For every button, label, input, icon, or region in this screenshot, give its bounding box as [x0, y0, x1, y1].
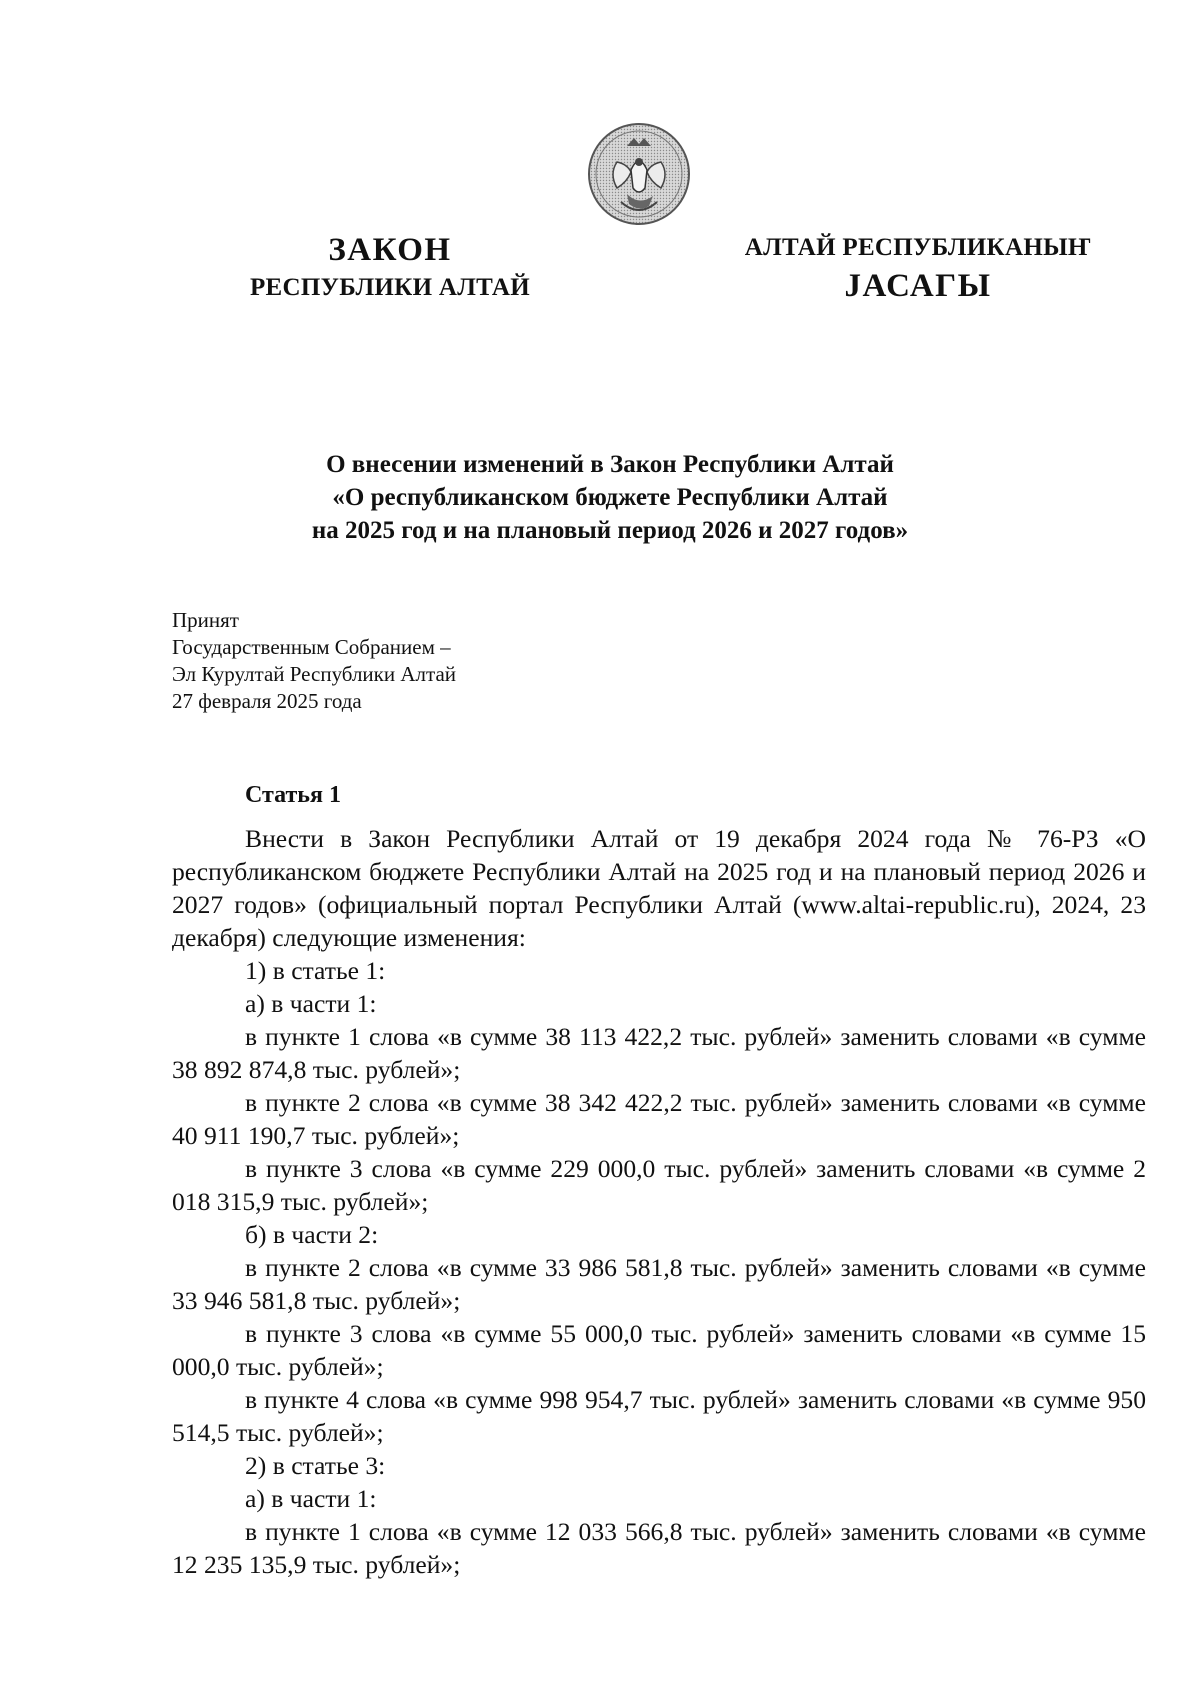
law-header-altai-republic: АЛТАЙ РЕСПУБЛИКАНЫҤ [744, 234, 1092, 261]
title-line: О внесении изменений в Закон Республики Алтай [326, 451, 894, 478]
body-paragraph: в пункте 3 слова «в сумме 229 000,0 тыс. рублей» заменить словами «в сумме 2 018 315,9 тыс. рублей»; [172, 1154, 1146, 1216]
article-body [172, 822, 1146, 1581]
body-paragraph: в пункте 2 слова «в сумме 33 986 581,8 тыс. рублей» заменить словами «в сумме 33 946 581,8 тыс. рублей»; [172, 1253, 1146, 1315]
adoption-line: Принят [172, 608, 239, 632]
body-paragraph: а) в части 1: [245, 1484, 377, 1513]
title-line: на 2025 год и на плановый период 2026 и 2027 годов» [311, 517, 909, 544]
adoption-line: Эл Курултай Республики Алтай [172, 662, 457, 686]
body-paragraph: 1) в статье 1: [245, 956, 386, 985]
body-paragraph: в пункте 3 слова «в сумме 55 000,0 тыс. рублей» заменить словами «в сумме 15 000,0 тыс. рублей»; [172, 1319, 1146, 1381]
coat-of-arms-emblem [587, 122, 691, 226]
law-header-altai-title: JАСАГЫ [844, 268, 992, 304]
law-header-russian [210, 230, 570, 306]
body-paragraph: в пункте 2 слова «в сумме 38 342 422,2 тыс. рублей» заменить словами «в сумме 40 911 190,7 тыс. рублей»; [172, 1088, 1146, 1150]
adoption-date: 27 февраля 2025 года [172, 689, 362, 713]
law-header-republic: РЕСПУБЛИКИ АЛТАЙ [249, 274, 530, 301]
title-line: «О республиканском бюджете Республики Алтай [332, 484, 888, 511]
body-paragraph: а) в части 1: [245, 989, 377, 1018]
law-header-title: ЗАКОН [328, 232, 452, 268]
adoption-line: Государственным Собранием – [172, 635, 451, 659]
body-paragraph: в пункте 4 слова «в сумме 998 954,7 тыс. рублей» заменить словами «в сумме 950 514,5 тыс. рублей»; [172, 1385, 1146, 1447]
article-heading: Статья 1 [245, 782, 341, 808]
body-paragraph: Внести в Закон Республики Алтай от 19 декабря 2024 года № 76-РЗ «О республиканском бюджете Республики Алтай на 2025 год и на плановый период 2026 и 2027 годов» (официальный портал Республики Алтай (www.altai-republic.ru), 2024, 23 декабря) следующие изменения: [172, 824, 1146, 952]
adoption-block [172, 607, 456, 715]
body-paragraph: в пункте 1 слова «в сумме 38 113 422,2 тыс. рублей» заменить словами «в сумме 38 892 874,8 тыс. рублей»; [172, 1022, 1146, 1084]
law-title [260, 448, 960, 547]
body-paragraph: в пункте 1 слова «в сумме 12 033 566,8 тыс. рублей» заменить словами «в сумме 12 235 135,9 тыс. рублей»; [172, 1517, 1146, 1579]
body-paragraph: 2) в статье 3: [245, 1451, 386, 1480]
law-header-altai [718, 230, 1118, 306]
body-paragraph: б) в части 2: [245, 1220, 379, 1249]
